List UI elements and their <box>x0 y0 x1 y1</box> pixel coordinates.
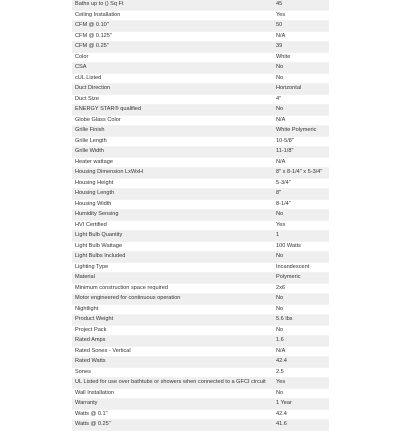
spec-value: 2x6 <box>273 283 329 294</box>
spec-row <box>72 21 329 32</box>
spec-value: No <box>273 294 329 305</box>
spec-row <box>72 10 329 21</box>
spec-label: Duct Size <box>72 94 273 105</box>
spec-row <box>72 220 329 231</box>
spec-row <box>72 63 329 74</box>
spec-row <box>72 346 329 357</box>
spec-label: Lighting Type <box>72 262 273 273</box>
spec-row <box>72 241 329 252</box>
spec-label: HVI Certified <box>72 220 273 231</box>
spec-value: No <box>273 73 329 84</box>
spec-value: Horizontal <box>273 84 329 95</box>
spec-value: 1 Year <box>273 399 329 410</box>
spec-label: Motor engineered for continuous operation <box>72 294 273 305</box>
spec-value: 42.4 <box>273 409 329 420</box>
spec-row <box>72 325 329 336</box>
spec-label: Ceiling Installation <box>72 10 273 21</box>
spec-row <box>72 126 329 137</box>
spec-value: Yes <box>273 220 329 231</box>
spec-row <box>72 357 329 368</box>
specifications-table <box>72 0 329 431</box>
spec-value: 2.5 <box>273 367 329 378</box>
spec-row <box>72 115 329 126</box>
spec-row <box>72 399 329 410</box>
spec-value: No <box>273 325 329 336</box>
spec-row <box>72 262 329 273</box>
spec-label: Material <box>72 273 273 284</box>
spec-label: ENERGY STAR® qualified <box>72 105 273 116</box>
spec-label: Rated Amps <box>72 336 273 347</box>
spec-row <box>72 388 329 399</box>
spec-value: 45 <box>273 0 329 10</box>
spec-value: 100 Watts <box>273 241 329 252</box>
spec-label: Warranty <box>72 399 273 410</box>
spec-label: Sones <box>72 367 273 378</box>
spec-label: Grille Finish <box>72 126 273 137</box>
spec-value: 8" <box>273 189 329 200</box>
spec-value: No <box>273 63 329 74</box>
spec-value: Yes <box>273 378 329 389</box>
spec-value: 41.6 <box>273 420 329 431</box>
spec-label: Grille Length <box>72 136 273 147</box>
spec-value: 39 <box>273 42 329 53</box>
spec-row <box>72 378 329 389</box>
spec-label: Housing Dimension LxWxH <box>72 168 273 179</box>
spec-row <box>72 52 329 63</box>
spec-label: Wall Installation <box>72 388 273 399</box>
spec-label: UL Listed for use over bathtubs or showers when connected to a GFCI circuit <box>72 378 273 389</box>
spec-row <box>72 31 329 42</box>
spec-value: N/A <box>273 115 329 126</box>
spec-value: 50 <box>273 21 329 32</box>
spec-value: White Polymeric <box>273 126 329 137</box>
specifications-body <box>72 0 329 430</box>
spec-row <box>72 315 329 326</box>
spec-label: Heater wattage <box>72 157 273 168</box>
spec-row <box>72 252 329 263</box>
spec-row <box>72 105 329 116</box>
spec-row <box>72 304 329 315</box>
spec-row <box>72 409 329 420</box>
spec-label: Minimum construction space required <box>72 283 273 294</box>
spec-label: Baths up to () Sq Ft <box>72 0 273 10</box>
spec-row <box>72 157 329 168</box>
spec-value: No <box>273 304 329 315</box>
spec-value: 1.6 <box>273 336 329 347</box>
spec-row <box>72 73 329 84</box>
spec-value: 5.6 lbs <box>273 315 329 326</box>
spec-row <box>72 210 329 221</box>
spec-row <box>72 94 329 105</box>
spec-label: Light Bulb Quantity <box>72 231 273 242</box>
spec-value: White <box>273 52 329 63</box>
spec-label: Rated Watts <box>72 357 273 368</box>
spec-row <box>72 147 329 158</box>
spec-value: 8-1/4" <box>273 199 329 210</box>
spec-label: Rated Sones - Vertical <box>72 346 273 357</box>
spec-value: 42.4 <box>273 357 329 368</box>
spec-row <box>72 336 329 347</box>
spec-row <box>72 420 329 431</box>
spec-label: CFM @ 0.25" <box>72 42 273 53</box>
spec-label: Watts @ 0.25" <box>72 420 273 431</box>
spec-row <box>72 283 329 294</box>
spec-row <box>72 178 329 189</box>
spec-value: 8" x 8-1/4" x 5-3/4" <box>273 168 329 179</box>
spec-value: 11-1/8" <box>273 147 329 158</box>
spec-label: Watts @ 0.1" <box>72 409 273 420</box>
spec-value: Yes <box>273 10 329 21</box>
spec-label: Project Pack <box>72 325 273 336</box>
spec-row <box>72 367 329 378</box>
spec-value: Incandescent <box>273 262 329 273</box>
spec-row <box>72 189 329 200</box>
spec-label: CSA <box>72 63 273 74</box>
spec-row <box>72 294 329 305</box>
spec-label: Nightlight <box>72 304 273 315</box>
spec-row <box>72 42 329 53</box>
spec-label: Globe Glass Color <box>72 115 273 126</box>
spec-value: No <box>273 210 329 221</box>
spec-row <box>72 136 329 147</box>
spec-label: Light Bulb Wattage <box>72 241 273 252</box>
spec-label: Color <box>72 52 273 63</box>
spec-label: Grille Width <box>72 147 273 158</box>
spec-label: cUL Listed <box>72 73 273 84</box>
spec-value: 1 <box>273 231 329 242</box>
spec-row <box>72 168 329 179</box>
spec-label: Light Bulbs Included <box>72 252 273 263</box>
spec-value: N/A <box>273 157 329 168</box>
spec-value: N/A <box>273 31 329 42</box>
spec-label: Housing Height <box>72 178 273 189</box>
spec-value: No <box>273 252 329 263</box>
spec-row <box>72 199 329 210</box>
spec-value: No <box>273 388 329 399</box>
spec-label: CFM @ 0.125" <box>72 31 273 42</box>
spec-value: No <box>273 105 329 116</box>
spec-value: N/A <box>273 346 329 357</box>
spec-value: 10-5/8" <box>273 136 329 147</box>
spec-row <box>72 231 329 242</box>
spec-row <box>72 273 329 284</box>
spec-label: Housing Length <box>72 189 273 200</box>
spec-value: Polymeric <box>273 273 329 284</box>
spec-row <box>72 84 329 95</box>
spec-label: CFM @ 0.10" <box>72 21 273 32</box>
spec-label: Duct Direction <box>72 84 273 95</box>
spec-row <box>72 0 329 10</box>
spec-label: Humidity Sensing <box>72 210 273 221</box>
spec-label: Housing Width <box>72 199 273 210</box>
spec-label: Product Weight <box>72 315 273 326</box>
spec-value: 5-3/4" <box>273 178 329 189</box>
spec-value: 4" <box>273 94 329 105</box>
